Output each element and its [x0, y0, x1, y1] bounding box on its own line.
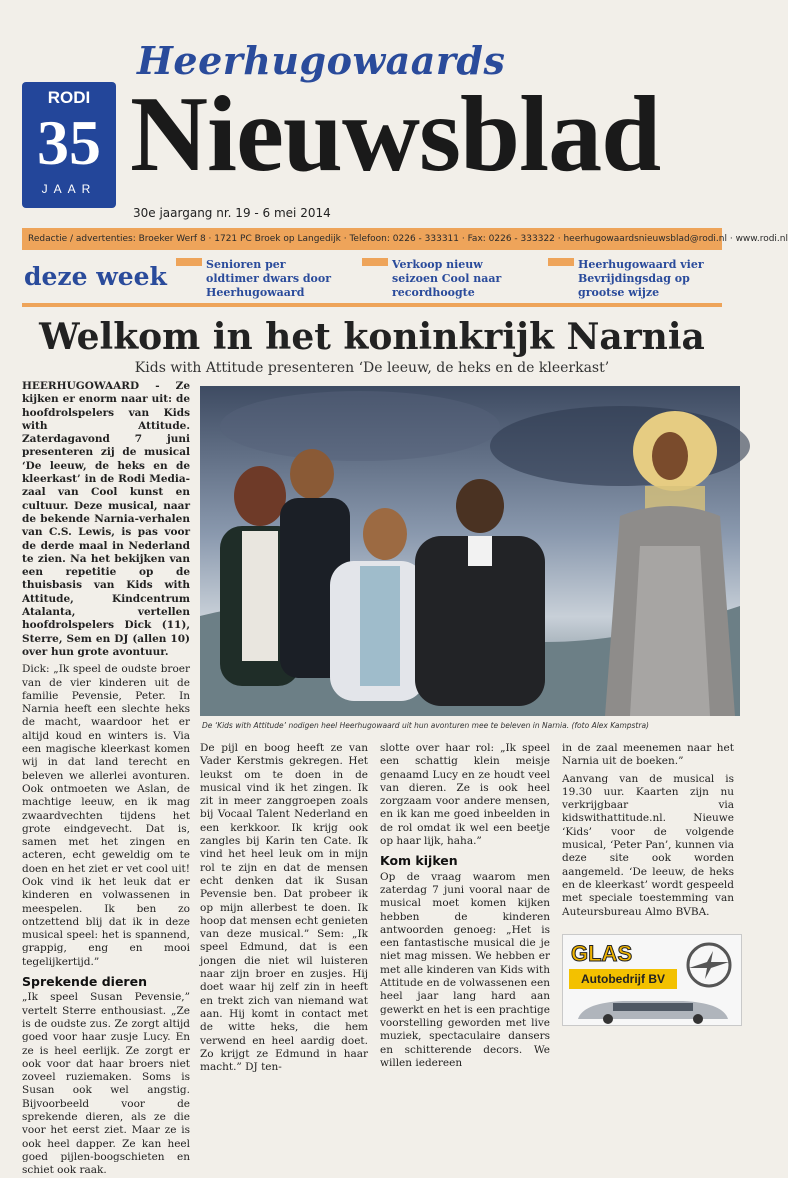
article-photo	[200, 386, 740, 716]
ad-subtitle: Autobedrijf BV	[569, 969, 677, 989]
subheading: Sprekende dieren	[22, 974, 147, 990]
contact-bar: Redactie / advertenties: Broeker Werf 8 · 1721 PC Broek op Langedijk · Telefoon: 0226 - 333311 · Fax: 0226 - 333322 · heerhugowaardsnieuwsblad@rodi.nl · www.rodi.nl	[22, 228, 722, 250]
teaser-text: Verkoop nieuw seizoen Cool naar recordhoogte	[392, 258, 502, 299]
article-column-1	[22, 380, 190, 1177]
subheading: Kom kijken	[380, 853, 458, 869]
narnia-cast-photo	[200, 386, 740, 716]
teaser-text: Senioren per oldtimer dwars door Heerhugowaard	[206, 258, 331, 299]
section-divider	[22, 303, 722, 307]
edition-line: 30e jaargang nr. 19 - 6 mei 2014	[133, 206, 331, 220]
car-image	[573, 995, 733, 1023]
teaser-marker	[176, 258, 202, 266]
article-subhead: Kids with Attitude presenteren ‘De leeuw, de heks en de kleerkast’	[134, 360, 610, 376]
teaser-item	[578, 258, 718, 300]
photo-caption: De ‘Kids with Attitude’ nodigen heel Heerhugowaard uit hun avonturen mee te beleven in Narnia. (foto Alex Kampstra)	[202, 721, 649, 730]
paragraph: in de zaal meenemen naar het Narnia uit de boeken.”	[562, 742, 734, 768]
opel-logo-icon	[685, 941, 733, 989]
article-column-2	[200, 742, 368, 1074]
logo-number: 35	[37, 107, 101, 178]
paragraph: slotte over haar rol: „Ik speel een schattig klein meisje genaamd Lucy en ze houdt veel van dieren. Ze is ook heel zorgzaam voor andere mensen, en ik kan me goed inbeelden in de rol omdat ik wel een beetje op haar lijk, haha.”	[380, 742, 550, 848]
logo-brand: RODI	[47, 88, 91, 107]
teaser-marker	[548, 258, 574, 266]
article-column-4	[562, 742, 734, 927]
masthead-title: Nieuwsblad	[130, 75, 661, 194]
teaser-text: Heerhugowaard vier Bevrijdingsdag op grootse wijze	[578, 258, 704, 299]
paragraph: Dick: „Ik speel de oudste broer van de vier kinderen uit de familie Pevensie, Peter. In Narnia heeft een slechte heks de macht, waardoor het er altijd koud en winters is. Via een magische kleerkast komen wij in dat land terecht en beleven we allerlei avonturen. Ook ontmoeten we Aslan, de machtige leeuw, en ik mag zwaardvechten tijdens het grote eindgevecht. Dat is, samen met het zingen en acteren, echt geweldig om te doen en het ziet er vet cool uit! Ook vind ik het leuk dat er kinderen en volwassenen in meespelen. Ik ben zo ontzettend blij dat ik in deze musical speel: het is spannend, grappig, eng en mooi tegelijkertijd.”	[22, 663, 190, 968]
glas-autobedrijf-ad[interactable]	[562, 934, 742, 1026]
teaser-item	[392, 258, 532, 300]
teaser-item	[206, 258, 334, 300]
article-headline: Welkom in het koninkrijk Narnia	[39, 316, 705, 358]
rodi-35-logo	[22, 82, 116, 208]
deze-week-label: deze week	[24, 262, 167, 291]
masthead-top-line: Heerhugowaards	[137, 38, 506, 83]
ad-brand: GLAS	[571, 941, 633, 966]
paragraph: Op de vraag waarom men zaterdag 7 juni vooral naar de musical moet komen kijken hebben de kinderen antwoorden genoeg: „Het is een fantastische musical die je niet mag missen. We hebben er met alle kinderen van Kids with Attitude en de volwassenen een heel jaar lang hard aan gewerkt en het is een prachtige voorstelling geworden met live muziek, spectaculaire dansers en schitterende decors. We willen iedereen	[380, 870, 550, 1069]
paragraph: De pijl en boog heeft ze van Vader Kerstmis gekregen. Het leukst om te doen in de musical vind ik het zingen. Ik zit in meer zanggroepen zoals bij Vocaal Talent Nederland en een kerkkoor. Ik krijg ook zangles bij Karin ten Cate. Ik vind het heel leuk om in mijn rol te zijn en dat de mensen echt denken dat ik Susan Pevensie ben. Dat probeer ik op mijn allerbest te doen. Ik hoop dat mensen echt genieten van deze musical.” Sem: „Ik speel Edmund, dat is een jongen die niet wil luisteren naar zijn broer en zusjes. Hij doet waar hij zelf zin in heeft en trekt zich van niemand wat aan. Hij komt in contact met de witte heks, die hem verwend en heel aardig doet. Zo krijgt ze Edmund in haar macht.” DJ ten-	[200, 742, 368, 1074]
article-column-3	[380, 742, 550, 1069]
paragraph: „Ik speel Susan Pevensie,” vertelt Sterre enthousiast. „Ze is de oudste zus. Ze zorgt altijd goed voor haar zusje Lucy. En ze is heel eerlijk. Ze zorgt er ook voor dat haar broers niet zoveel ruziemaken. Soms is Susan ook wel angstig. Bijvoorbeeld voor de sprekende dieren, als ze die voor het eerst ziet. Maar ze is ook heel dapper. Ze kan heel goed pijlen-boogschieten en schiet ook raak.	[22, 991, 190, 1177]
logo-jaar: JAAR	[41, 182, 97, 196]
paragraph: Aanvang van de musical is 19.30 uur. Kaarten zijn nu verkrijgbaar via kidswithattitude.nl. Nieuwe ‘Kids’ voor de volgende musical, ‘Peter Pan’, kunnen via deze site ook worden aangemeld. ‘De leeuw, de heks en de kleerkast’ wordt gespeeld met speciale toestemming van Auteursbureau Almo BVBA.	[562, 772, 734, 918]
teaser-marker	[362, 258, 388, 266]
paragraph: HEERHUGOWAARD - Ze kijken er enorm naar uit: de hoofdrolspelers van Kids with Attitude. Zaterdagavond 7 juni presenteren zij de musical ‘De leeuw, de heks en de kleerkast’ in de Rodi Media-zaal van Cool kunst en cultuur. Deze musical, naar de bekende Narnia-verhalen van C.S. Lewis, is pas voor de derde maal in Nederland te zien. Na het bekijken van een repetitie op de thuisbasis van Kids with Attitude, Kindcentrum Atalanta, vertellen hoofdrolspelers Dick (11), Sterre, Sem en DJ (allen 10) over hun grote avontuur.	[22, 380, 190, 658]
